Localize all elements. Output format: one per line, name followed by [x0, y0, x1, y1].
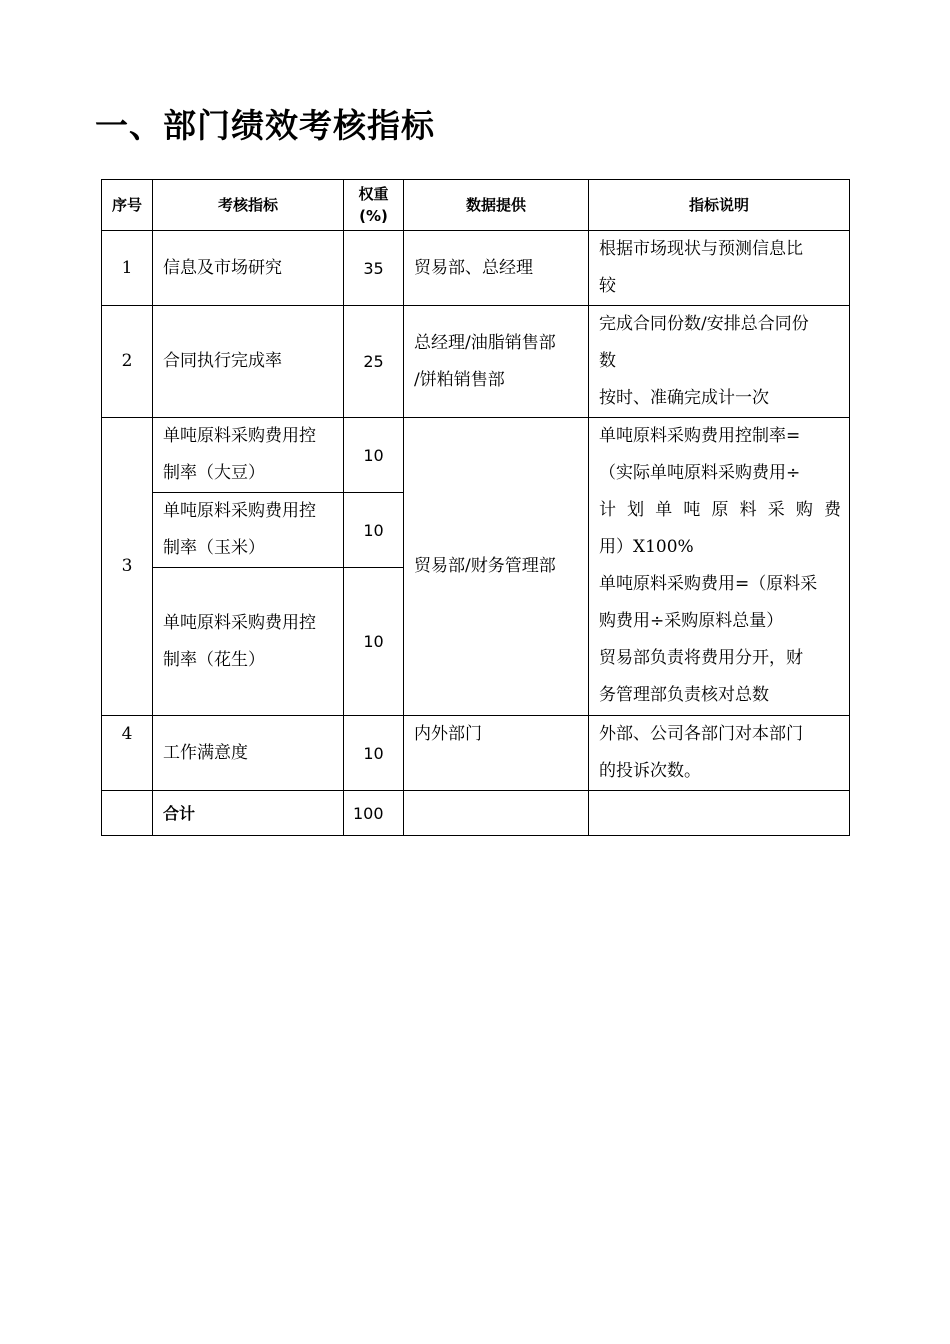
header-seq: 序号: [102, 180, 153, 231]
header-note: 指标说明: [589, 180, 850, 231]
indicator-line: 单吨原料采购费用控: [163, 501, 316, 521]
table-total-row: [102, 791, 850, 836]
table-row: [102, 418, 850, 493]
row-indicator: 信息及市场研究: [153, 231, 344, 306]
header-indicator: 考核指标: [153, 180, 344, 231]
row-indicator: 工作满意度: [153, 716, 344, 791]
indicator-line: 制率（玉米）: [163, 538, 265, 558]
note-line: 计划单吨原料采购费: [599, 500, 841, 520]
page-title: 一、部门绩效考核指标: [95, 106, 435, 145]
table-row: [102, 306, 850, 418]
note-line: 按时、准确完成计一次: [599, 388, 769, 408]
note-line: （实际单吨原料采购费用÷: [599, 463, 801, 483]
indicator-line: 单吨原料采购费用控: [163, 612, 316, 633]
note-line: 购费用÷采购原料总量）: [599, 611, 784, 631]
row-source: 内外部门: [404, 716, 589, 791]
note-line: 单吨原料采购费用=（原料采: [599, 574, 818, 594]
row-source: 贸易部、总经理: [404, 231, 589, 306]
row-note: [589, 716, 850, 791]
table-row: [102, 716, 850, 791]
note-line: 完成合同份数/安排总合同份: [599, 314, 809, 334]
row-source: [404, 306, 589, 418]
row-seq: 3: [102, 418, 153, 716]
row-source: 贸易部/财务管理部: [404, 418, 589, 716]
row-weight: 10: [344, 493, 404, 568]
total-seq-empty: [102, 791, 153, 836]
total-note-empty: [589, 791, 850, 836]
note-line: 用）X100%: [599, 537, 694, 557]
total-weight: 100: [344, 791, 404, 836]
note-line: 单吨原料采购费用控制率=: [599, 426, 801, 446]
indicator-line: 制率（大豆）: [163, 463, 265, 483]
row-seq: 2: [102, 306, 153, 418]
row-indicator: [153, 493, 344, 568]
row-weight: 35: [344, 231, 404, 306]
row-indicator: [153, 418, 344, 493]
indicator-line: 制率（花生）: [163, 649, 265, 670]
row-indicator: 合同执行完成率: [153, 306, 344, 418]
header-weight: [344, 180, 404, 231]
note-line: 较: [599, 276, 616, 296]
note-line: 数: [599, 351, 616, 371]
note-line: 外部、公司各部门对本部门: [599, 724, 803, 744]
row-note: [589, 418, 850, 716]
row-weight: 10: [344, 418, 404, 493]
source-line: /饼粕销售部: [414, 369, 505, 390]
total-source-empty: [404, 791, 589, 836]
note-line: 的投诉次数。: [599, 761, 701, 781]
row-weight: 10: [344, 716, 404, 791]
row-seq: 1: [102, 231, 153, 306]
total-label: 合计: [153, 791, 344, 836]
row-note: [589, 306, 850, 418]
header-weight-line2: (%): [359, 207, 388, 225]
row-seq: 4: [102, 716, 153, 791]
table-header-row: [102, 180, 850, 231]
row-weight: 25: [344, 306, 404, 418]
header-weight-line1: 权重: [358, 185, 389, 203]
row-weight: 10: [344, 568, 404, 716]
source-line: 总经理/油脂销售部: [414, 332, 556, 353]
note-line: 根据市场现状与预测信息比: [599, 239, 803, 259]
header-source: 数据提供: [404, 180, 589, 231]
kpi-table: [101, 179, 850, 836]
row-indicator: [153, 568, 344, 716]
table-row: [102, 231, 850, 306]
row-note: [589, 231, 850, 306]
note-line: 务管理部负责核对总数: [599, 685, 769, 705]
indicator-line: 单吨原料采购费用控: [163, 426, 316, 446]
note-line: 贸易部负责将费用分开，财: [599, 648, 803, 668]
